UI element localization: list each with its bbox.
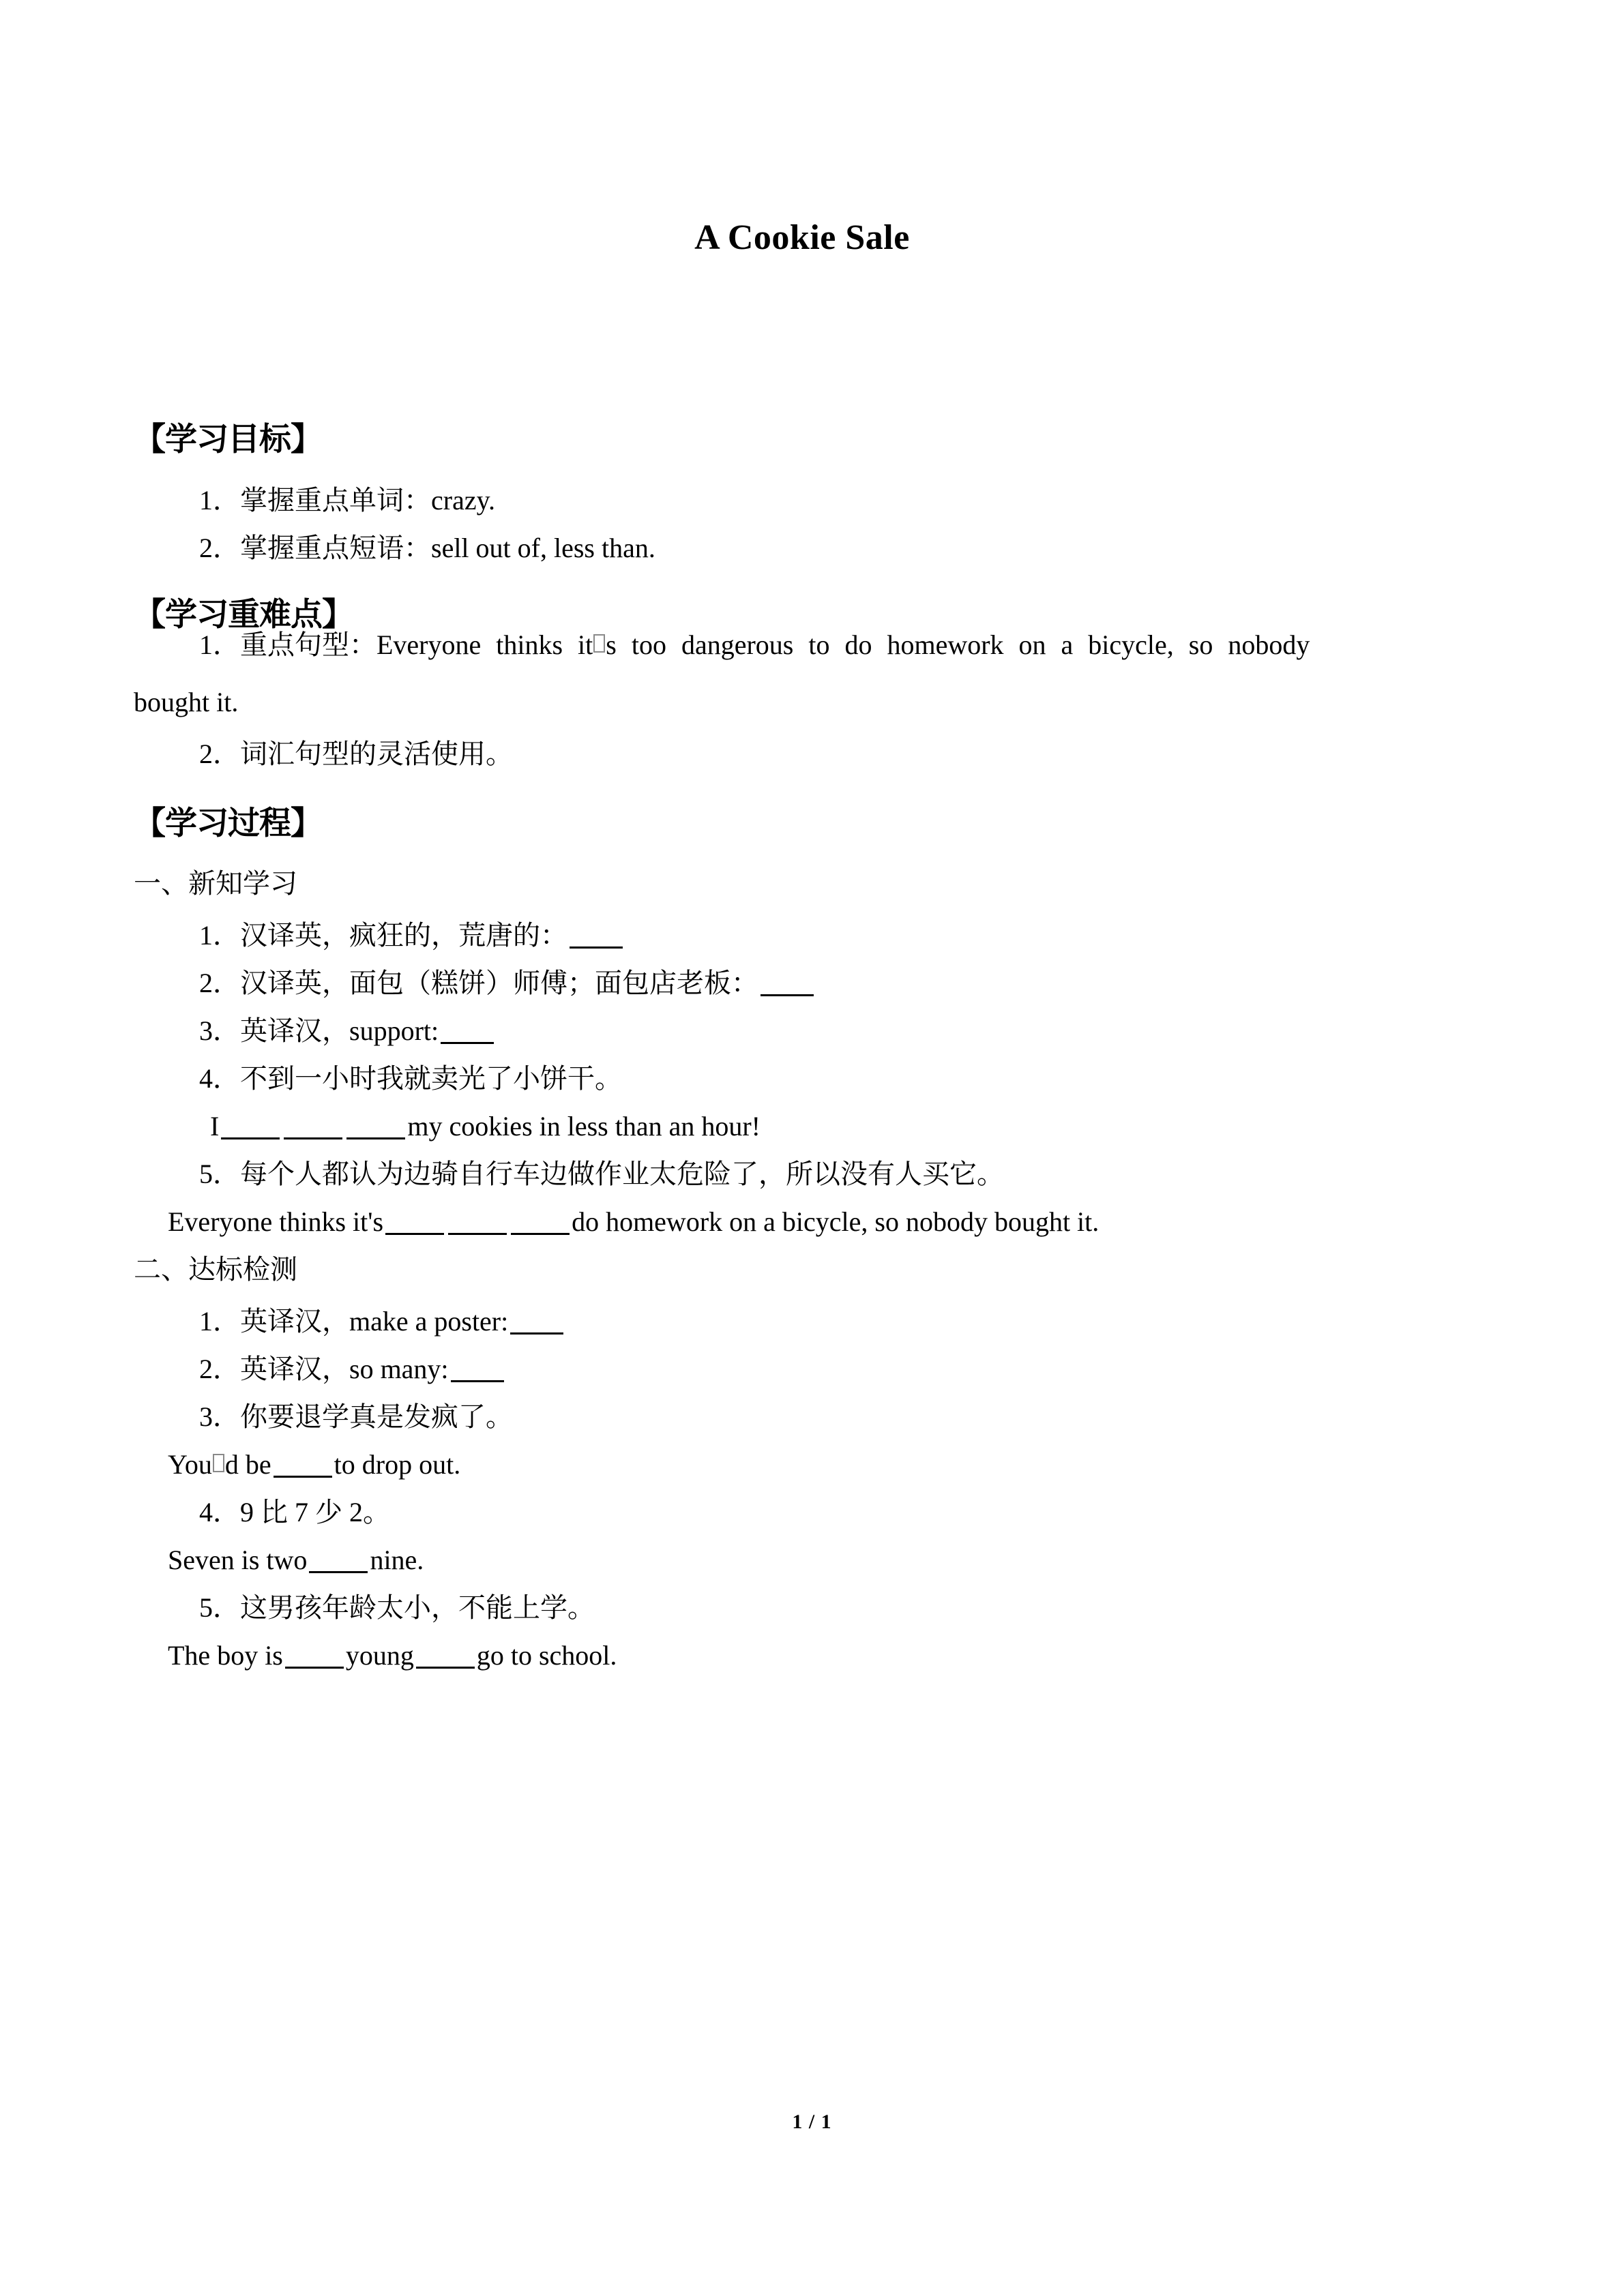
part-one-sentence-4-before: I	[210, 1111, 220, 1142]
document-content	[134, 0, 1471, 1669]
answer-blank[interactable]	[285, 1667, 344, 1669]
part-two-sentence-5-mid: young	[345, 1640, 414, 1671]
answer-blank[interactable]	[385, 1233, 444, 1235]
answer-blank[interactable]	[511, 1233, 570, 1235]
answer-blank[interactable]	[761, 994, 814, 996]
part-two-item-2	[134, 1356, 1471, 1383]
part-two-item-4: 4．9 比 7 少 2。	[199, 1497, 390, 1528]
part-one-item-1	[134, 922, 1471, 949]
part-two-sentence-3-mid: d be	[224, 1449, 271, 1480]
part-two-item-2-text: 2．英译汉，so many:	[199, 1354, 449, 1385]
part-one-item-2	[134, 970, 1471, 997]
part-two-sentence-4	[134, 1547, 1471, 1574]
part-one-sentence-5-after: do homework on a bicycle, so nobody bought it.	[572, 1206, 1099, 1238]
missing-glyph-box-icon	[213, 1454, 224, 1472]
part-one-item-1-text: 1．汉译英，疯狂的，荒唐的：	[199, 920, 567, 951]
part-one-item-3	[134, 1017, 1471, 1045]
answer-blank[interactable]	[451, 1380, 504, 1382]
answer-blank[interactable]	[309, 1571, 368, 1573]
part-one-sentence-5	[134, 1208, 1471, 1236]
key-point-item-2: 2．词汇句型的灵活使用。	[199, 739, 513, 770]
part-one-item-2-text: 2．汉译英，面包（糕饼）师傅；面包店老板：	[199, 968, 758, 999]
answer-blank[interactable]	[416, 1667, 475, 1669]
page-title: A Cookie Sale	[694, 218, 910, 257]
part-two-item-3: 3．你要退学真是发疯了。	[199, 1401, 513, 1433]
subsection-label-part-one: 一、新知学习	[134, 868, 297, 899]
answer-blank[interactable]	[448, 1233, 507, 1235]
part-two-sentence-5-after: go to school.	[476, 1640, 617, 1671]
part-one-sentence-5-before: Everyone thinks it's	[168, 1206, 384, 1238]
key-point-item-1-rest: s too dangerous to do homework on a bicycle, so nobody	[606, 629, 1310, 661]
missing-glyph-box-icon	[593, 634, 605, 653]
key-point-item-1	[134, 631, 1505, 716]
page-number-footer: 1 / 1	[792, 2111, 832, 2133]
objective-item-2: 2．掌握重点短语：sell out of, less than.	[199, 532, 655, 563]
section-heading-process: 【学习过程】	[134, 805, 322, 843]
answer-blank[interactable]	[274, 1476, 332, 1478]
part-one-item-5: 5．每个人都认为边骑自行车边做作业太危险了，所以没有人买它。	[199, 1159, 1004, 1190]
key-point-item-1-prefix: 1．重点句型：Everyone thinks it	[199, 629, 593, 661]
part-two-sentence-5-before: The boy is	[168, 1640, 283, 1671]
part-two-item-1	[134, 1308, 1471, 1335]
part-two-item-1-text: 1．英译汉，make a poster:	[199, 1306, 509, 1337]
answer-blank[interactable]	[221, 1137, 280, 1139]
subsection-label-part-two: 二、达标检测	[134, 1254, 297, 1285]
part-two-sentence-4-after: nine.	[370, 1545, 424, 1576]
part-two-item-5: 5．这男孩年龄太小，不能上学。	[199, 1592, 595, 1624]
part-one-sentence-4-after: my cookies in less than an hour!	[407, 1111, 761, 1142]
answer-blank[interactable]	[346, 1137, 405, 1139]
objective-item-1: 1．掌握重点单词：crazy.	[199, 484, 495, 516]
part-one-item-3-text: 3．英译汉，support:	[199, 1015, 439, 1047]
key-point-item-1-continuation: bought it.	[134, 687, 239, 718]
part-two-sentence-5	[134, 1642, 1471, 1669]
part-one-item-4: 4．不到一小时我就卖光了小饼干。	[199, 1063, 622, 1094]
answer-blank[interactable]	[441, 1042, 494, 1044]
answer-blank[interactable]	[284, 1137, 342, 1139]
part-two-sentence-3	[134, 1451, 1471, 1478]
part-two-sentence-3-before: You	[168, 1449, 212, 1480]
answer-blank[interactable]	[570, 946, 623, 949]
section-heading-key-points: 【学习重难点】	[134, 595, 353, 633]
answer-blank[interactable]	[510, 1332, 563, 1335]
section-heading-objectives: 【学习目标】	[134, 421, 322, 459]
part-two-sentence-3-after: to drop out.	[334, 1449, 461, 1480]
part-two-sentence-4-before: Seven is two	[168, 1545, 308, 1576]
part-one-sentence-4	[134, 1113, 1471, 1140]
